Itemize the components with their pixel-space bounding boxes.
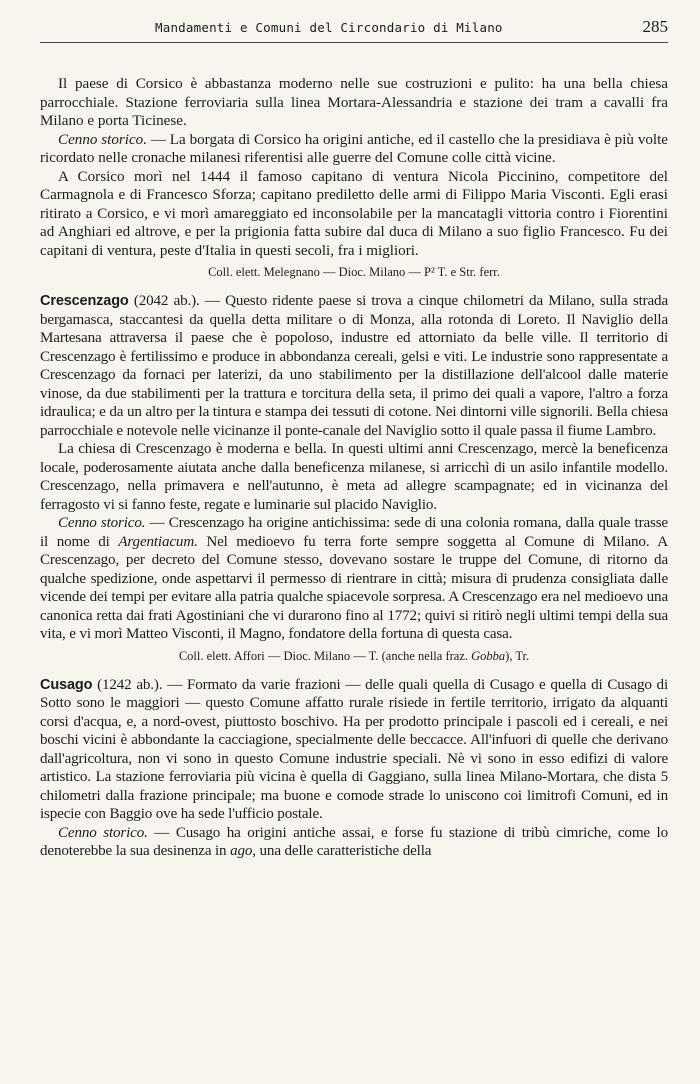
- crescenzago-entry: [40, 292, 668, 440]
- cusago-history-a: — Cusago ha origini antiche assai, e forse fu stazione di tribù cimriche, come lo denoterebbe la sua desinenza in: [40, 824, 668, 859]
- corsico-description: Il paese di Corsico è abbastanza moderno nelle sue costruzioni e pulito: ha una bella chiesa parrocchiale. Stazione ferroviaria sulla linea Mortara-Alessandria e stazione dei tram a cavalli fra Milano e porta Ticinese.: [40, 76, 668, 129]
- page-header: [40, 16, 668, 43]
- page-body: [40, 75, 668, 861]
- crescenzago-history-a: — Crescenzago ha origine antichissima: sede di una colonia romana, dalla quale trasse il nome di: [40, 515, 668, 550]
- latin-name: Argentiacum.: [118, 533, 198, 550]
- caption-place: Gobba: [471, 648, 506, 663]
- section-label: Cenno storico.: [58, 131, 147, 148]
- entry-title: Cusago: [40, 676, 93, 693]
- cusago-history-b: , una delle caratteristiche della: [252, 843, 432, 859]
- corsico-history: [40, 131, 668, 168]
- running-title: Mandamenti e Comuni del Circondario di Milano: [155, 20, 503, 35]
- caption-a: Coll. elett. Affori — Dioc. Milano — T. (anche nella fraz.: [178, 648, 472, 663]
- crescenzago-description: (2042 ab.). — Questo ridente paese si trova a cinque chilometri da Milano, sulla strada bergamasca, staccantesi da quella detta militare o di Monza, alla rotonda di Loreto. Il Naviglio della Martesana attraversa il paese che è popoloso, industre ed attorniato da belle ville. Il territorio di Crescenzago è fertilissimo e produce in abbondanza cereali, gelsi e viti. Le industrie sono rappresentate a Crescenzago da fornaci per laterizi, da uno stabilimento per la distillazione dell'alcool dalle materie vinose, da due stabilimenti per la trattura e torcitura della seta, il primo dei quali a vapore, l'altro a forza idraulica; e da un altro per la tintura e stampa dei tessuti di cotone. Nei dintorni ville signorili. Bella chiesa parrocchiale e notevole nelle vicinanze il ponte-canale del Naviglio sotto il quale passa il fiume Lambro.: [40, 293, 668, 439]
- corsico-piccinino: A Corsico morì nel 1444 il famoso capitano di ventura Nicola Piccinino, competitore del Carmagnola e di Francesco Sforza; capitano prediletto delle armi di Filippo Maria Visconti. Egli erasi ritirato a Corsico, e vi morì amareggiato ed inconsolabile per la mancatagli vittoria contro i Fiorentini ad Anghiari ed altrove, e per la prigionia fatta subire dal duca di Milano a suo figlio Francesco. Fu dei capitani di ventura, peste d'Italia in questi secoli, fra i migliori.: [40, 168, 668, 259]
- entry-title: Crescenzago: [40, 293, 129, 309]
- cusago-history: [40, 824, 668, 861]
- crescenzago-caption: [40, 648, 668, 664]
- corsico-history-text: — La borgata di Corsico ha origini antiche, ed il castello che la presidiava è più volte ricordato nelle cronache milanesi riferentisi alle guerre del Comune colle città vicine.: [40, 131, 669, 166]
- crescenzago-church: La chiesa di Crescenzago è moderna e bella. In questi ultimi anni Crescenzago, mercè la beneficenza locale, poderosamente aiutata anche dalla beneficenza milanese, si arricchì di un asilo infantile modello. Crescenzago, nella primavera e nell'autunno, è meta ad allegre scampagnate; ed in vicinanza del ferragosto vi si fanno feste, regate e luminarie sul placido Naviglio.: [40, 441, 668, 513]
- crescenzago-history: [40, 514, 668, 644]
- section-label: Cenno storico.: [58, 515, 146, 531]
- page-number: 285: [642, 17, 668, 36]
- crescenzago-history-b: Nel medioevo fu terra forte sempre soggetta al Comune di Milano. A Crescenzago, per decreto del Comune stesso, dovevano sostare le truppe del Comune, di ritorno da qualche spedizione, onde aspettarvi il permesso di rientrare in città; misura di prudenza consigliata dalle vicende dei tempi per evitare alla patria qualche spiacevole sorpresa. A Crescenzago era nel medioevo una canonica retta dai frati Agostiniani che vi durarono fino al 1772; quivi si ritirò negli ultimi tempi della sua vita, e vi morì Matteo Visconti, il Magno, fondatore della fortuna di questa casa.: [40, 533, 668, 642]
- section-label: Cenno storico.: [58, 824, 148, 841]
- corsico-caption: Coll. elett. Melegnano — Dioc. Milano — P² T. e Str. ferr.: [208, 265, 500, 279]
- cusago-entry: [40, 676, 668, 824]
- cusago-description: (1242 ab.). — Formato da varie frazioni — delle quali quella di Cusago e quella di Cusago di Sotto sono le maggiori — questo Comune affatto rurale risiede in fertile territorio, irrigato da alquanti corsi d'acqua, e, a nord-ovest, piuttosto boschivo. Ha per prodotto principale i pascoli ed i cereali, e nei boschi vicini è abbondante la cacciagione, specialmente delle beccacce. All'infuori di quelle che derivano dall'agricoltura, non vi sono in questo Comune industrie speciali. Nè vi sono in esso edifizi di valore artistico. La stazione ferroviaria più vicina è quella di Gaggiano, sulla linea Milano-Mortara, che dista 5 chilometri dalla frazione principale; ma buone e comode strade lo uniscono coi limitrofi Comuni, ed in ispecie con Baggio ove ha sede l'ufficio postale.: [40, 676, 668, 822]
- suffix-term: ago: [230, 843, 253, 859]
- caption-b: ), Tr.: [505, 648, 530, 663]
